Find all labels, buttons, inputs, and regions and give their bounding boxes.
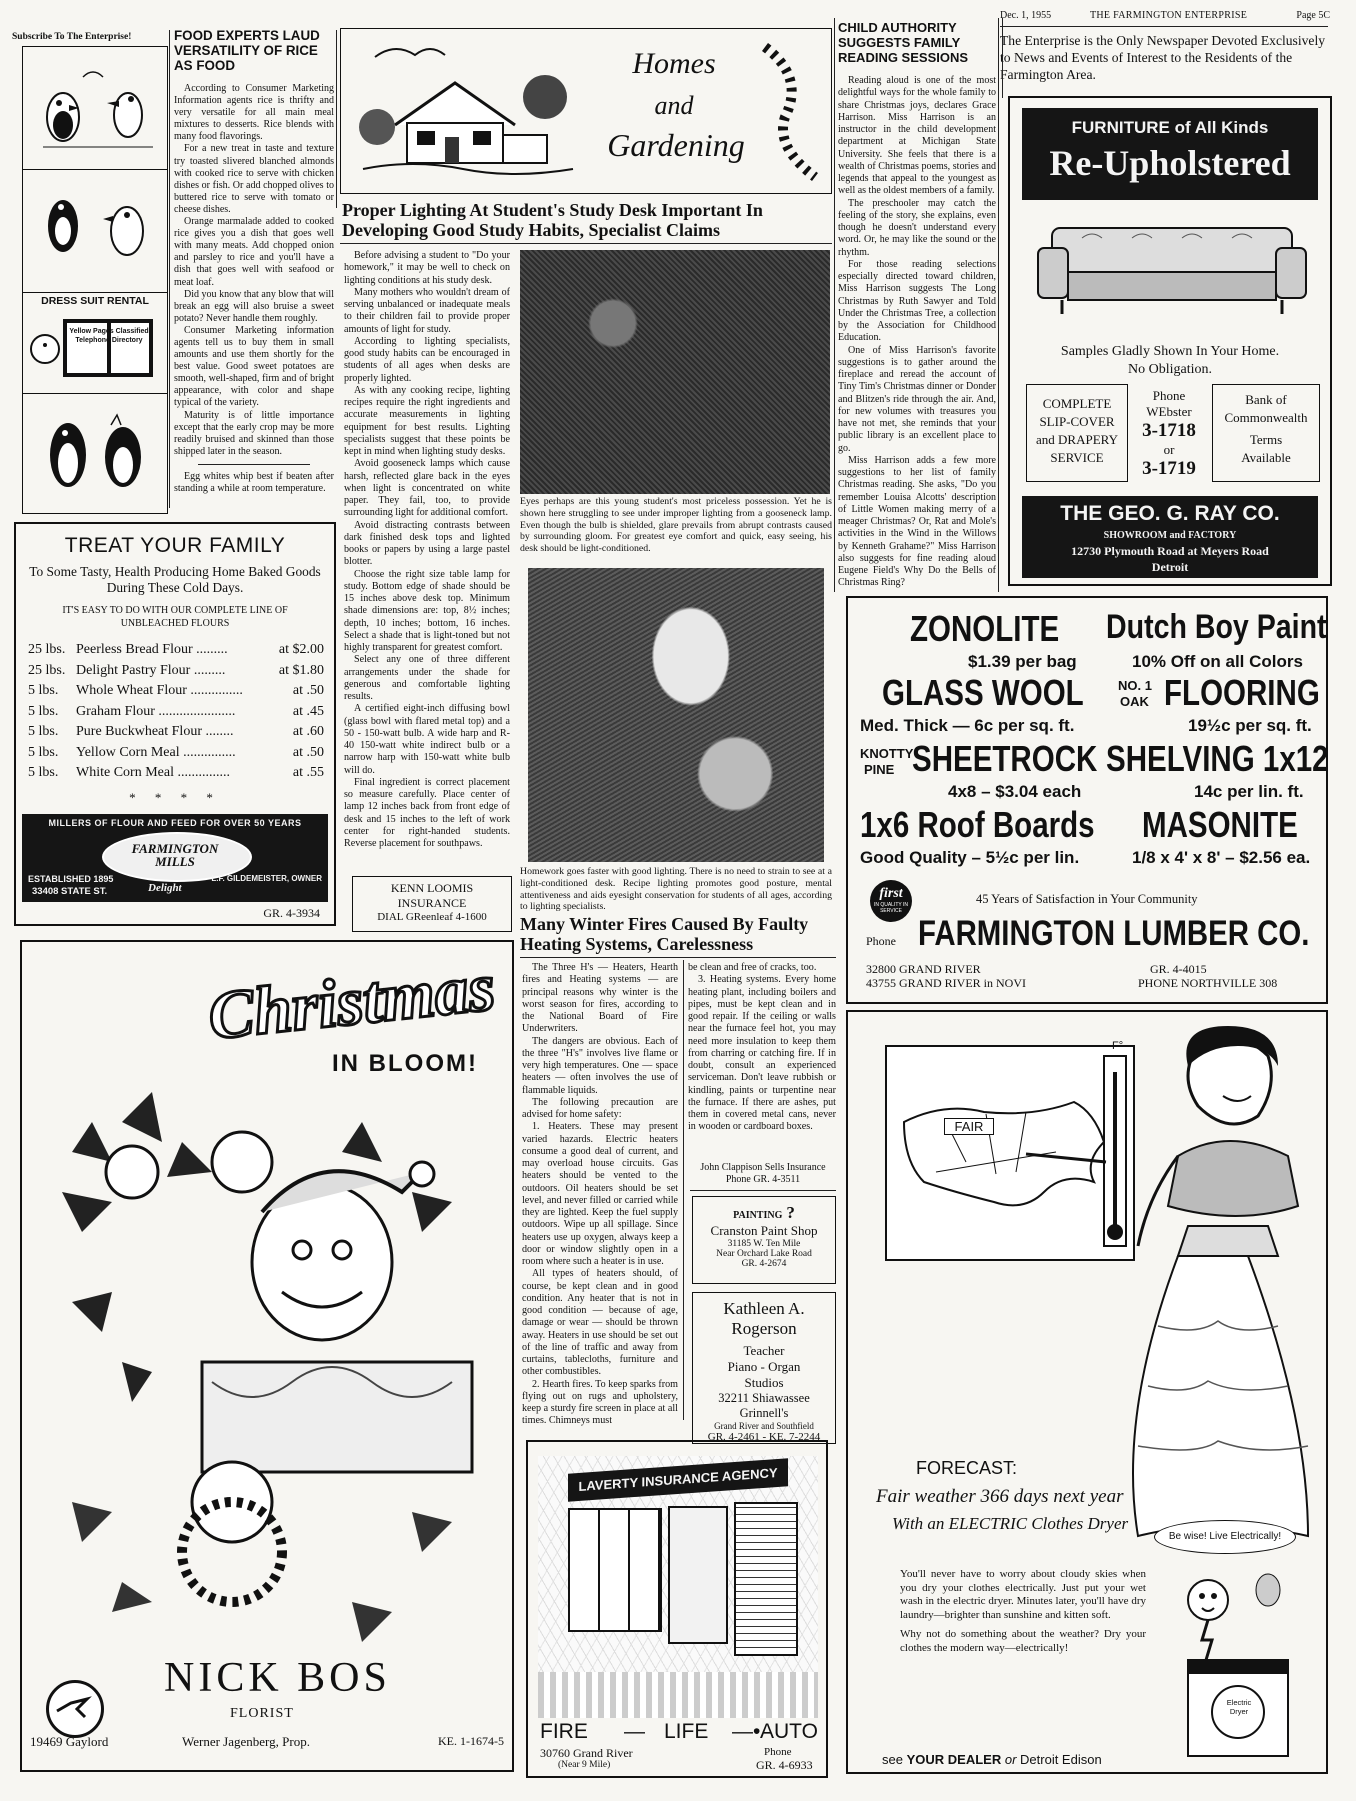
paint-question: ? [786, 1203, 795, 1222]
laverty-sign-text: LAVERTY INSURANCE AGENCY [578, 1465, 778, 1494]
shelving: SHELVING 1x12 [1106, 738, 1329, 779]
santa-poinsettia-illustration-icon [32, 1082, 502, 1682]
paint-addr: 31185 W. Ten Mile [727, 1239, 801, 1249]
christmas-title: Christmas [204, 948, 499, 1054]
flour-title: TREAT YOUR FAMILY [64, 534, 286, 557]
lumber-phone-label: Phone [866, 934, 896, 948]
florist-name: NICK BOS [164, 1655, 391, 1701]
teacher-phone: GR. 4-2461 - KE. 7-2244 [707, 1431, 821, 1443]
teacher-label: Teacher [743, 1343, 785, 1358]
mills-established: ESTABLISHED 1895 [28, 874, 114, 884]
lighting-p1: Before advising a student to "Do your homework," it may be well to check on lighting conditions at his study desk. [344, 250, 510, 286]
rice-p5: Consumer Marketing information agents tell us to buy them in small amounts and use them shortly for the best value. Good sweet potatoes are smooth, well-shaped, firm and of bright appearance, with color and shape typical of the variety. [174, 324, 334, 409]
phone-book-text: Yellow Pages Classified Telephone Directory [69, 328, 149, 344]
knotty: KNOTTY [860, 746, 914, 761]
masthead-page: Page 5C [1296, 10, 1330, 21]
fires-b1: be clean and free of cracks, too. [688, 962, 817, 973]
reading-p5: Miss Harrison adds a few more suggestions to her list of family Christmas reading. She asks, "Do you remember Louisa Alcotts' description of Little Women making merry of a meager Christmas? Or, Rat and Mole's activities in the Wind in the Willows by Kenneth Grahame?" Miss Harrison also suggests for fine reading aloud Eugene Field's Why Do the Bells of Christmas Ring? [838, 454, 996, 589]
edison-ad [846, 1010, 1328, 1774]
lighting-body [344, 250, 510, 850]
florist-prop: Werner Jagenberg, Prop. [182, 1734, 310, 1749]
paint-ad [692, 1196, 836, 1284]
flour-ad [14, 522, 336, 926]
lighting-p7: Choose the right size table lamp for study. Bottom edge of shade should be 15 inches above desk top. Minimum shade dimensions are: top, 8½ inches; depth, 10 inches; bottom, 16 inches. Select a shade that is light-toned but not highly transparent for greatest comfort. [344, 568, 510, 653]
lighting-p3: According to lighting specialists, good study habits can be encouraged in students of all ages when desks are properly lighted. [344, 335, 510, 384]
loomis-name: KENN LOOMIS [390, 881, 474, 895]
homes-line2: and [654, 91, 694, 120]
glass-wool: GLASS WOOL [882, 672, 1084, 713]
edison-p2: Why not do something about the weather? Dry your clothes the modern way—electrically! [900, 1628, 1146, 1654]
garden-path-icon [755, 37, 825, 187]
sells-ad [690, 1162, 836, 1186]
lighting-caption-2: Homework goes faster with good lighting. There is no need to strain to see at a light-conditioned desk. Recipe lighting promotes good posture, mental attentiveness and aids eyesight conservation for students of all ages, according to lighting specialists. [520, 866, 832, 913]
sells-name: John Clappison Sells Insurance [700, 1162, 826, 1173]
subscribe-label: Subscribe To The Enterprise! [12, 32, 132, 42]
fires-a4: 1. Heaters. These may present varied hazards. Electric heaters consume a good deal of current, and may overload house circuits. Gas heaters should be vented to the outdoors. Oil heaters should be set level, and never filled or carried while they are lighted. Keep the fuel supply outdoors. Wipe up all spillage. Since heaters use up oxygen, always keep a door or window slightly open in a room where such a heater is in use. [522, 1121, 678, 1267]
edison-see: see [882, 1752, 903, 1767]
flour-stars: * * * * [129, 790, 221, 805]
phone-or: or [1163, 442, 1175, 457]
teacher-store: Grinnell's [739, 1406, 789, 1420]
masonite-price: 1/8 x 4' x 8' – $2.56 ea. [1132, 848, 1311, 867]
reddy-bubble [1154, 1520, 1296, 1554]
furniture-ad [1008, 96, 1332, 586]
birds-cartoon-1 [23, 47, 165, 167]
bubble-text: Be wise! Live Electrically! [1168, 1531, 1282, 1542]
lumber-phone1: GR. 4-4015 [1150, 962, 1207, 976]
flooring: FLOORING [1164, 672, 1320, 713]
lumber-ad [846, 596, 1328, 1004]
flour-item: 25 lbs. Peerless Bread Flour ......... at $2.00 [28, 642, 324, 657]
fires-a3: The following precaution are advised for home safety: [522, 1096, 678, 1120]
laverty-ad [526, 1440, 828, 1778]
mills-owner: L.F. GILDEMEISTER, OWNER [211, 874, 322, 883]
flour-item: 25 lbs. Delight Pastry Flour ......... at $1.80 [28, 662, 324, 678]
flour-list [28, 640, 324, 784]
mills-banner [22, 814, 328, 902]
mills-name: FARMINGTON MILLS [131, 841, 219, 869]
phone-exchange: WEbster [1146, 404, 1192, 419]
roof-boards: 1x6 Roof Boards [860, 804, 1095, 845]
homes-gardening-banner [340, 28, 832, 194]
lighting-p5: Avoid gooseneck lamps which cause harsh, reflected glare back in the eyes when light is concentrated on white paper. They fail, too, to provide surrounding light for additional comfort. [344, 458, 510, 519]
zonolite: ZONOLITE [910, 608, 1060, 649]
lighting-p6: Avoid distracting contrasts between dark finished desk tops and lighted books or papers by using a large pastel blotter. [344, 519, 510, 568]
first-quality-badge [870, 880, 912, 922]
masthead-paper: THE FARMINGTON ENTERPRISE [1090, 10, 1248, 21]
florist-addr: 19469 Gaylord [30, 1734, 109, 1749]
penguins-cartoon [23, 395, 165, 513]
florist-phone: KE. 1-1674-5 [438, 1734, 504, 1748]
teacher-addr: 32211 Shiawassee [718, 1391, 810, 1405]
reading-headline: CHILD AUTHORITY SUGGESTS FAMILY READING SESSIONS [838, 20, 969, 65]
laverty-life: LIFE [664, 1720, 709, 1743]
dutch-boy: Dutch Boy Paint [1106, 608, 1327, 646]
paint-title: PAINTING [733, 1210, 783, 1221]
masthead-motto: The Enterprise is the Only Newspaper Devoted Exclusively to News and Events of Interest to the Residents of the Farmington Area. [1000, 33, 1326, 82]
masonite: MASONITE [1142, 804, 1298, 845]
fires-b2: 3. Heating systems. Every home heating plant, including boilers and pipes, must be kept clean and in good repair. If the ceiling or walls near the furnace feel hot, you may need more insulation to keep them from charring or catching fire. If in doubt, consult an experienced serviceman. Don't leave rubbish or kindling, paints or turpentine near the furnace. If there are ashes, put them in covered metal cans, never in wooden or cardboard boxes. [688, 974, 836, 1133]
paint-near: Near Orchard Lake Road [716, 1249, 812, 1259]
edison-dealer: YOUR DEALER [906, 1752, 1002, 1767]
sells-phone: Phone GR. 4-3511 [725, 1174, 801, 1185]
pine: PINE [864, 762, 895, 777]
dryer-illustration-icon [1158, 1560, 1298, 1760]
laverty-dash2: —• [732, 1720, 761, 1743]
weather-map-illustration-icon [876, 1032, 1146, 1292]
subscribe-cartoon-panel [22, 46, 168, 514]
edison-footer [882, 1752, 1102, 1767]
loomis-ad [352, 876, 512, 932]
laverty-dash1: — [624, 1720, 645, 1743]
rice-headline: FOOD EXPERTS LAUD VERSATILITY OF RICE AS FOOD [174, 28, 320, 73]
fires-col-2 [688, 962, 836, 1134]
florist-logo-badge [46, 1680, 104, 1738]
teacher-name1: Kathleen A. [723, 1299, 805, 1318]
geo-ray-address: 12730 Plymouth Road at Meyers Road [1071, 544, 1269, 558]
gooseneck-lamp-photo [520, 250, 830, 494]
furniture-samples: Samples Gladly Shown In Your Home. [1060, 344, 1280, 359]
furniture-no-obligation: No Obligation. [1128, 362, 1212, 377]
masthead-date: Dec. 1, 1955 [1000, 10, 1052, 21]
bank-box [1212, 384, 1320, 482]
fires-a2: The dangers are obvious. Each of the three "H's" involves live flame or very high temperatures. One — space heaters — often involves the use of flammable liquids. [522, 1035, 678, 1096]
rice-p2: For a new treat in taste and texture try toasted slivered blanched almonds with cooked rice to serve with chicken dishes or fish. Or add chopped olives to buttered rice to serve with tomato or cheese dishes. [174, 143, 334, 215]
phone-1: 3-1718 [1142, 420, 1196, 441]
degree-label: F° [1112, 1040, 1124, 1052]
teacher-ad [692, 1292, 836, 1444]
reading-p3: For those reading selections especially directed toward children, Miss Harrison suggests The Long Christmas by Ruth Sawyer and Told Under the Christmas Tree, a collection by the Association for Childhood Education. [838, 258, 996, 344]
terms-text: Terms Available [1241, 432, 1291, 465]
first-text: first [879, 886, 903, 901]
bank-text: Bank of Commonwealth [1224, 392, 1308, 425]
sheetrock-price: 4x8 – $3.04 each [948, 782, 1082, 801]
mills-delight: Delight [148, 882, 182, 894]
flour-item: 5 lbs. Whole Wheat Flour ............... at .50 [28, 683, 324, 698]
laverty-addr: 30760 Grand River [540, 1746, 633, 1760]
teacher-name2: Rogerson [731, 1319, 797, 1338]
phone-2: 3-1719 [1142, 458, 1196, 479]
dutch-off: 10% Off on all Colors [1132, 652, 1303, 671]
forecast-label: FORECAST: [916, 1458, 1018, 1478]
roof-price: Good Quality – 5½c per lin. [860, 848, 1080, 867]
rice-article [174, 28, 334, 495]
reading-p1: Reading aloud is one of the most delightful ways for the whole family to share Christmas joys, declares Grace Harrison. Miss Harrison is an instructor in the child development department at Michigan State University. She feels that there is a wealth of Christmas poems, stories and legends that appeal to the youngest as well as the oldest members of a family. [838, 75, 996, 197]
laverty-near: (Near 9 Mile) [558, 1760, 611, 1770]
edison-p1: You'll never have to worry about cloudy skies when you dry your clothes electrically. Just put your wet wash in the electric dryer. Minutes later, you'll have dry laundry—brighter than sunshine and kitten soft. [900, 1568, 1146, 1621]
flour-easy: IT'S EASY TO DO WITH OUR COMPLETE LINE OF UNBLEACHED FLOURS [62, 605, 288, 629]
florist-type: FLORIST [230, 1706, 294, 1721]
lighting-caption-1: Eyes perhaps are this young student's most priceless possession. Yet he is shown here struggling to see under improper lighting from a gooseneck lamp. Even though the bulb is shielded, glare prevails from abrupt contrasts caused by surrounding gloom. For greatest eye comfort and quick, easy seeing, his desk should be light-conditioned. [520, 496, 832, 555]
loomis-phone: DIAL GReenleaf 4-1600 [377, 911, 487, 923]
teacher-subjects: Piano - Organ [727, 1359, 801, 1374]
sheetrock: SHEETROCK [912, 738, 1098, 779]
lumber-years: 45 Years of Satisfaction in Your Community [976, 892, 1198, 906]
phone-book-cartoon [23, 309, 165, 389]
zonolite-price: $1.39 per bag [968, 652, 1077, 671]
laverty-phone-label: Phone [764, 1746, 792, 1758]
geo-ray-showroom: SHOWROOM and FACTORY [1103, 530, 1237, 541]
reading-article [838, 20, 996, 590]
edison-or: or [1004, 1752, 1017, 1767]
lighting-p8: Select any one of three different arrangements under the shade for generous and comfortable lighting results. [344, 654, 510, 702]
house-illustration-icon [355, 37, 585, 187]
fires-headline: Many Winter Fires Caused By Faulty Heating Systems, Carelessness [520, 914, 809, 954]
first-sub: IN QUALITY IN SERVICE [873, 902, 909, 914]
fires-a6: 2. Hearth fires. To keep sparks from flying out on rugs and upholstery, keep a sturdy fire screen in place at all times. Chimneys must [522, 1378, 678, 1427]
reading-p2: The preschooler may catch the feeling of the story, she explains, even though he doesn't understand every word. Or, he may like the sound or the rhythm. [838, 197, 996, 258]
rice-p4: Did you know that any blow that will break an egg will also bruise a sweet potato? Never handle them roughly. [174, 288, 334, 324]
florist-ad [20, 940, 514, 1772]
forecast-line1: Fair weather 366 days next year [876, 1486, 1124, 1507]
no1: NO. 1 [1118, 678, 1152, 693]
laverty-phone: GR. 4-6933 [756, 1758, 813, 1772]
rice-p3: Orange marmalade added to cooked rice gives you a dish that goes well with many meats. Add chopped onion and parsley to rice and you'll have a dish that goes well with seafood or meat loaf. [174, 216, 334, 288]
lighting-p4: As with any cooking recipe, lighting recipes require the right ingredients and accurate measurements in lighting equipment for best results. Lighting specialists suggest that these points be kept in mind when lighting study desks. [344, 384, 510, 457]
oak: OAK [1120, 694, 1149, 709]
laverty-auto: AUTO [760, 1720, 818, 1743]
phone-label: Phone [1152, 388, 1186, 403]
mills-phone: GR. 4-3934 [263, 906, 320, 920]
lighting-headline: Proper Lighting At Student's Study Desk Important In Developing Good Study Habits, Specialist Claims [342, 200, 763, 240]
edison-name: Detroit Edison [1020, 1752, 1102, 1767]
mills-address: 33408 STATE ST. [32, 886, 108, 897]
furniture-top: FURNITURE of All Kinds [1071, 118, 1269, 137]
slipcover-box [1026, 384, 1128, 482]
geo-ray-company: THE GEO. G. RAY CO. [1060, 502, 1280, 525]
homes-line1: Homes [632, 47, 716, 80]
dryer-label: Electric Dryer [1226, 1698, 1252, 1716]
homes-line3: Gardening [607, 127, 745, 163]
glass-price: Med. Thick — 6c per sq. ft. [860, 716, 1075, 735]
lumber-addr1: 32800 GRAND RIVER [866, 962, 981, 976]
laverty-fire: FIRE [540, 1720, 588, 1743]
geo-ray-city: Detroit [1151, 560, 1189, 574]
fair-label: FAIR [944, 1118, 994, 1135]
paint-phone: GR. 4-2674 [741, 1259, 787, 1269]
flour-item: 5 lbs. Graham Flour ...................... at .45 [28, 703, 324, 719]
lighting-p2: Many mothers who wouldn't dream of serving unbalanced or inadequate meals to their children fail to provide proper amounts of light for study. [344, 286, 510, 335]
flour-subtitle: To Some Tasty, Health Producing Home Baked Goods During These Cold Days. [29, 564, 321, 595]
fires-col-1 [522, 962, 678, 1428]
geo-ray-footer [1022, 496, 1318, 578]
lumber-phone2: PHONE NORTHVILLE 308 [1138, 976, 1278, 990]
rice-p7: Egg whites whip best if beaten after standing a while at room temperature. [174, 470, 334, 494]
loomis-ins: INSURANCE [397, 896, 467, 910]
masthead [1000, 10, 1330, 24]
teacher-studios: Studios [744, 1375, 784, 1390]
bloom-title: IN BLOOM! [332, 1050, 478, 1077]
lumber-addr2: 43755 GRAND RIVER in NOVI [866, 976, 1026, 990]
rice-p1: According to Consumer Marketing Information agents rice is thrifty and very versatile for all main meal mixtures to desserts. Rice blends with many food flavorings. [174, 83, 334, 143]
flour-item: 5 lbs. White Corn Meal ............... at .55 [28, 765, 324, 780]
furniture-big: Re-Upholstered [1049, 143, 1291, 183]
table-lamp-photo [528, 568, 824, 862]
paint-name: Cranston Paint Shop [710, 1223, 818, 1238]
mercury-icon [49, 1683, 95, 1729]
shelving-price: 14c per lin. ft. [1194, 782, 1304, 801]
birds-cartoon-2 [23, 171, 165, 291]
slipcover-text: COMPLETE SLIP-COVER and DRAPERY SERVICE [1036, 396, 1118, 465]
fires-a5: All types of heaters should, of course, be kept clean and in good condition. Any heater that is not in good condition — because of age, damage or wear — should be thrown away. Heaters in use should be set out of the line of traffic and away from curtains, tablecloths, furniture and other combustibles. [522, 1268, 678, 1378]
fires-a1: The Three H's — Heaters, Hearth fires and Heating systems — are principal reasons why winter is the worst season for fires, according to the National Board of Fire Underwriters. [522, 962, 678, 1035]
dress-suit-rental: DRESS SUIT RENTAL [41, 295, 149, 307]
flooring-price: 19½c per sq. ft. [1188, 716, 1312, 735]
forecast-line2: With an ELECTRIC Clothes Dryer [892, 1514, 1129, 1533]
teacher-store-addr: Grand River and Southfield [714, 1421, 814, 1431]
sofa-illustration-icon [1022, 208, 1322, 326]
rice-p6: Maturity is of little importance except that the early crop may be more readily bruised and skinned than those shipped later in the season. [174, 409, 334, 457]
lighting-p9: A certified eight-inch diffusing bowl (glass bowl with flared metal top) and a 50 - 150-watt bulb. A wide harp and R-40 150-watt white indirect bulb or a narrow harp with 150-watt white bulb will do. [344, 703, 510, 776]
flour-item: 5 lbs. Pure Buckwheat Flour ........ at .60 [28, 724, 324, 739]
reading-p4: One of Miss Harrison's favorite suggestions is to gather around the fireplace and reread the account of Tiny Tim's Christmas dinner or Donder and Blitzen's ride through the air. And, for new volumes with treasures you have not met, she reminds that your public library is an excellent place to go. [838, 344, 996, 454]
lighting-p10: Final ingredient is correct placement so measure carefully. Place center of lamp 12 inches back from front edge of desk and 15 inches to the left of work center for right-handed students. Reverse placement for southpaws. [344, 776, 510, 849]
lumber-company: FARMINGTON LUMBER CO. [918, 914, 1310, 953]
mills-millers: MILLERS OF FLOUR AND FEED FOR OVER 50 YEARS [48, 818, 302, 828]
woman-illustration-icon [1118, 1026, 1318, 1546]
flour-item: 5 lbs. Yellow Corn Meal ............... at .50 [28, 744, 324, 760]
